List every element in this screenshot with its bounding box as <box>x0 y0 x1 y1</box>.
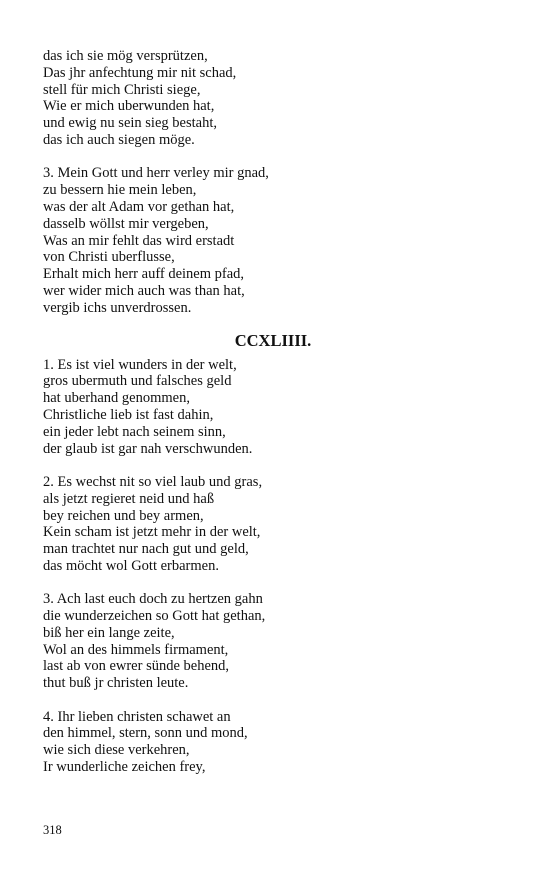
verse-line: Ir wunderliche zeichen frey, <box>43 759 206 776</box>
verse-line: bey reichen und bey armen, <box>43 507 204 524</box>
verse-line: biß her ein lange zeite, <box>43 624 175 641</box>
verse-line: wie sich diese verkehren, <box>43 742 190 759</box>
verse-line: thut buß jr christen leute. <box>43 675 189 692</box>
verse-line: hat uberhand genommen, <box>43 390 190 407</box>
verse-line: vergib ichs unverdrossen. <box>43 299 192 316</box>
verse-line: dasselb wöllst mir vergeben, <box>43 215 209 232</box>
section-heading: CCXLIIII. <box>234 330 312 350</box>
verse-line: Erhalt mich herr auff deinem pfad, <box>43 266 245 283</box>
verse-line: 4. Ihr lieben christen schawet an <box>43 708 231 725</box>
verse-line: ein jeder lebt nach seinem sinn, <box>43 423 226 440</box>
verse-line: Was an mir fehlt das wird erstadt <box>43 232 235 249</box>
verse-line: Wie er mich uberwunden hat, <box>43 98 215 115</box>
stanza-1 <box>43 357 503 458</box>
verse-line: zu bessern hie mein leben, <box>43 182 197 199</box>
verse-line: wer wider mich auch was than hat, <box>43 282 245 299</box>
verse-line: den himmel, stern, sonn und mond, <box>43 725 248 742</box>
verse-line: das ich sie mög versprützen, <box>43 48 208 64</box>
verse-line: 1. Es ist viel wunders in der welt, <box>43 356 237 373</box>
stanza-continued <box>43 48 503 149</box>
verse-line: stell für mich Christi siege, <box>43 81 201 98</box>
stanza-4 <box>43 709 503 776</box>
verse-line: der glaub ist gar nah verschwunden. <box>43 440 253 457</box>
verse-line: Das jhr anfechtung mir nit schad, <box>43 64 237 81</box>
verse-line: gros ubermuth und falsches geld <box>43 373 232 390</box>
verse-line: das ich auch siegen möge. <box>43 131 195 148</box>
verse-line: Wol an des himmels firmament, <box>43 641 229 658</box>
verse-line: last ab von ewrer sünde behend, <box>43 658 230 675</box>
verse-line: und ewig nu sein sieg bestaht, <box>43 115 217 132</box>
verse-line: das möcht wol Gott erbarmen. <box>43 557 219 574</box>
page-body <box>43 48 503 776</box>
verse-line: 3. Mein Gott und herr verley mir gnad, <box>43 165 269 182</box>
verse-line: als jetzt regieret neid und haß <box>43 490 215 507</box>
verse-line: Christliche lieb ist fast dahin, <box>43 406 214 423</box>
verse-line: 2. Es wechst nit so viel laub und gras, <box>43 473 263 490</box>
page-number: 318 <box>43 823 62 837</box>
stanza-2 <box>43 474 503 575</box>
stanza-3-prev-hymn <box>43 165 503 316</box>
stanza-3 <box>43 591 503 692</box>
verse-line: die wunderzeichen so Gott hat gethan, <box>43 608 266 625</box>
verse-line: man trachtet nur nach gut und geld, <box>43 541 249 558</box>
verse-line: von Christi uberflusse, <box>43 249 175 266</box>
verse-line: Kein scham ist jetzt mehr in der welt, <box>43 524 261 541</box>
verse-line: 3. Ach last euch doch zu hertzen gahn <box>43 591 263 608</box>
verse-line: was der alt Adam vor gethan hat, <box>43 198 235 215</box>
